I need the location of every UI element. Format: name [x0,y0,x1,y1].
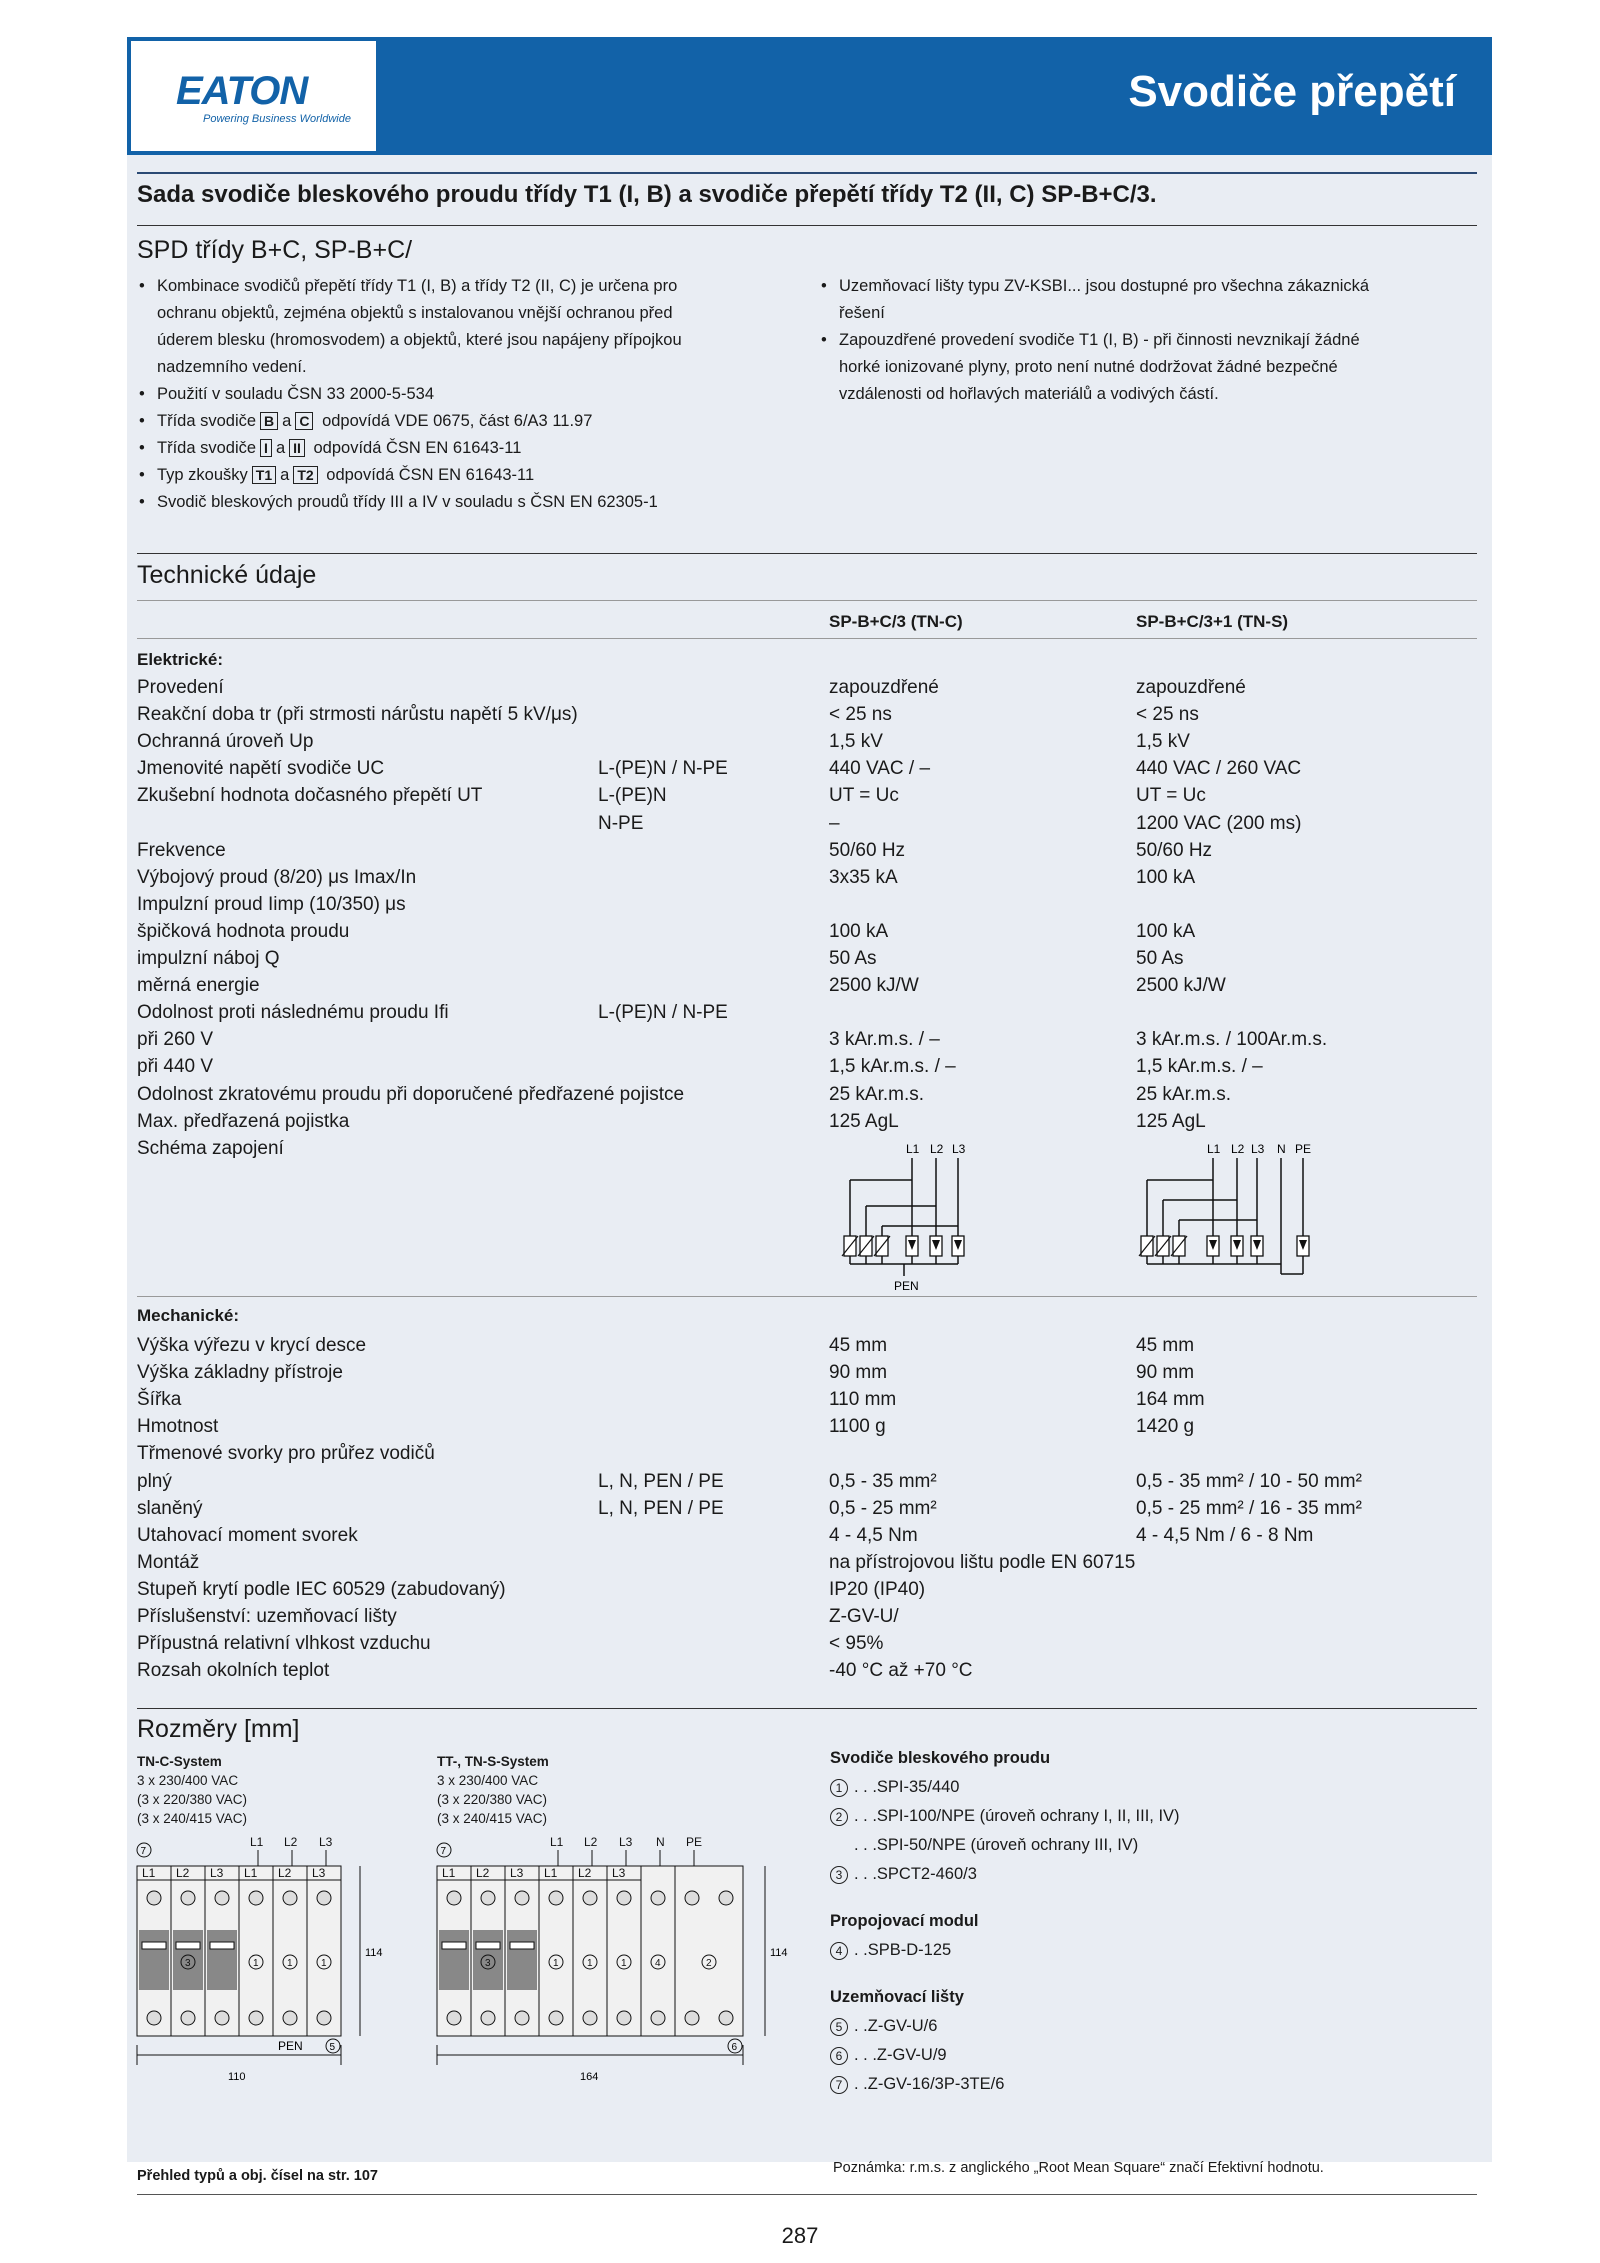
table-cell-label: Utahovací moment svorek [137,1524,358,1546]
table-cell-label: Výška základny přístroje [137,1362,343,1384]
table-cell-a: 110 mm [829,1389,897,1411]
table-cell-a: 125 AgL [829,1110,899,1132]
table-cell-label: Provedení [137,677,224,698]
table-cell-a: 2500 kJ/W [829,975,919,997]
table-cell-a: Z-GV-U/ [829,1606,899,1627]
table-cell-b: zapouzdřené [1136,677,1246,698]
table-cell-label: Odolnost proti následnému proudu Ifi [137,1002,449,1024]
top-label: L3 [510,1866,524,1880]
divider [137,600,1477,601]
table-cell-label: Přípustná relativní vlhkost vzduchu [137,1633,431,1655]
divider [137,638,1477,639]
height-dimension: 114 [365,1947,383,1959]
callout-1: 1 [321,1958,327,1969]
part-item: 2 . . .SPI-100/NPE (úroveň ochrany I, II, III, IV) [830,1802,1180,1831]
table-cell-a: 3 kAr.m.s. / – [829,1029,940,1051]
schema-label: L3 [952,1142,966,1156]
table-cell-cond: L-(PE)N [598,785,667,807]
table-cell-a: -40 °C až +70 °C [829,1660,973,1682]
table-cell-a: – [829,812,840,834]
part-item: 5 . .Z-GV-U/6 [830,2012,1180,2041]
table-cell-cond: L-(PE)N / N-PE [598,1002,728,1024]
bullet-continuation: ochranu objektů, zejména objektů s instalovanou vnější ochranou před [157,304,673,322]
table-cell-cond: L-(PE)N / N-PE [598,758,728,780]
table-cell-label: Max. předřazená pojistka [137,1110,350,1132]
table-cell-a: 50/60 Hz [829,839,906,861]
bullet-item: • Použití v souladu ČSN 33 2000-5-534 [137,381,797,408]
page-title: Svodiče přepětí [1128,67,1456,116]
system-b-caption: TT-, TN-S-System 3 x 230/400 VAC (3 x 220/380 VAC) (3 x 240/415 VAC) [437,1754,549,1826]
width-dimension: 164 [580,2071,599,2083]
wiring-schema-tn-c [820,1140,1000,1300]
schema-label: L1 [906,1142,920,1156]
top-label: L2 [176,1866,190,1880]
table-cell-a: 50 As [829,948,877,969]
top-label: L3 [312,1866,326,1880]
parts-heading-module: Propojovací modul [830,1912,979,1930]
bullet-continuation: vzdálenosti od hořlavých materiálů a vodivých částí. [839,385,1219,403]
table-cell-a: zapouzdřené [829,677,939,698]
top-label: L3 [612,1866,626,1880]
bullet-item: • Svodič bleskových proudů třídy III a IV v souladu s ČSN EN 62305-1 [137,489,797,516]
part-item: 3 . . .SPCT2-460/3 [830,1860,1180,1889]
logo-tagline: Powering Business Worldwide [203,113,351,125]
upper-label: L3 [319,1835,333,1849]
section-title-tech: Technické údaje [137,561,317,589]
table-cell-label: Zkušební hodnota dočasného přepětí UT [137,785,483,807]
callout-4: 4 [655,1958,661,1969]
label-pen: PEN [278,2039,303,2053]
system-a-caption: TN-C-System 3 x 230/400 VAC (3 x 220/380 VAC) (3 x 240/415 VAC) [137,1754,248,1826]
table-cell-label: špičková hodnota proudu [137,920,350,942]
schema-label: N [1277,1142,1286,1156]
table-cell-label: Výška výřezu v krycí desce [137,1335,367,1356]
table-cell-label: slaněný [137,1497,203,1519]
top-label: L2 [578,1866,592,1880]
table-cell-a: < 25 ns [829,704,892,726]
table-cell-cond: L, N, PEN / PE [598,1497,724,1519]
divider [137,1296,1477,1297]
column-header-b: SP-B+C/3+1 (TN-S) [1136,612,1289,631]
table-cell-a: 100 kA [829,920,889,942]
table-cell-label: Stupeň krytí podle IEC 60529 (zabudovaný) [137,1578,506,1600]
right-bullet-list [819,273,1479,408]
table-cell-b: 2500 kJ/W [1136,975,1226,997]
table-cell-a: < 95% [829,1633,884,1655]
table-cell-b: 1420 g [1136,1416,1195,1438]
upper-label: L2 [284,1835,298,1849]
section-title-spd: SPD třídy B+C, SP-B+C/ [137,236,413,264]
top-label: L1 [244,1866,258,1880]
section-title-dims: Rozměry [mm] [137,1715,300,1743]
table-cell-a: 3x35 kA [829,866,898,888]
bullet-continuation: nadzemního vedení. [157,358,307,376]
top-label: L1 [442,1866,456,1880]
divider [137,2194,1477,2195]
callout-1: 1 [621,1958,627,1969]
table-cell-label: Ochranná úroveň Up [137,731,314,753]
table-cell-label: impulzní náboj Q [137,948,280,969]
table-cell-a: 1100 g [829,1416,886,1438]
cross-reference: Přehled typů a obj. čísel na str. 107 [137,2168,378,2184]
dimension-drawing-tn-s [430,1830,810,2100]
table-cell-label: Impulzní proud Iimp (10/350) μs [137,893,406,915]
bullet-continuation: horké ionizované plyny, proto není nutné dodržovat žádné bezpečné [839,358,1338,376]
callout-7: 7 [440,1846,447,1857]
main-heading: Sada svodiče bleskového proudu třídy T1 (I, B) a svodiče přepětí třídy T2 (II, C) SP-B+C/3. [137,181,1157,208]
table-cell-label: Třmenové svorky pro průřez vodičů [137,1443,435,1465]
left-bullet-list [137,273,797,516]
bullet-item: • Uzemňovací lišty typu ZV-KSBI... jsou dostupné pro všechna zákaznická [819,273,1479,300]
bullet-continuation: úderem blesku (hromosvodem) a objektů, které jsou napájeny přípojkou [157,331,682,349]
parts-heading-earthing: Uzemňovací lišty [830,1988,964,2006]
bullet-item: • Třída svodiče B a C odpovídá VDE 0675, část 6/A3 11.97 [137,408,797,435]
parts-heading-lightning: Svodiče bleskového proudu [830,1749,1051,1767]
table-cell-b: 25 kAr.m.s. [1136,1083,1232,1105]
upper-label: L1 [550,1835,564,1849]
table-cell-b: 440 VAC / 260 VAC [1136,758,1302,780]
divider [137,172,1477,174]
callout-1: 1 [287,1958,293,1969]
table-cell-label: Montáž [137,1551,200,1573]
schema-label-pen: PEN [894,1279,919,1293]
table-cell-label: Šířka [137,1389,182,1411]
upper-label: L1 [250,1835,264,1849]
logo [131,41,376,151]
callout-1: 1 [553,1958,559,1969]
column-header-a: SP-B+C/3 (TN-C) [829,612,963,631]
table-cell-a: 440 VAC / – [829,758,931,780]
callout-5: 5 [329,2042,336,2053]
table-cell-b: 164 mm [1136,1389,1205,1411]
callout-6: 6 [731,2042,738,2053]
footnote: Poznámka: r.m.s. z anglického „Root Mean Square“ značí Efektivní hodnotu. [833,2160,1324,2176]
height-dimension: 114 [770,1947,788,1959]
upper-label: L3 [619,1835,633,1849]
table-cell-label: Příslušenství: uzemňovací lišty [137,1606,397,1627]
parts-list [830,1744,1180,2099]
upper-label: L2 [584,1835,598,1849]
bullet-item: • Zapouzdřené provedení svodiče T1 (I, B) - při činnosti nevznikají žádné [819,327,1479,354]
schema-label: L2 [930,1142,944,1156]
logo-text: EATON [176,69,308,113]
top-label: L2 [476,1866,490,1880]
table-cell-b: UT = Uc [1136,785,1206,807]
table-cell-a: 45 mm [829,1335,888,1356]
callout-1: 1 [587,1958,593,1969]
table-cell-label: Reakční doba tr (při strmosti nárůstu napětí 5 kV/μs) [137,704,578,726]
table-cell-b: 125 AgL [1136,1110,1206,1132]
table-cell-cond: L, N, PEN / PE [598,1470,724,1492]
page-number: 287 [781,2223,819,2248]
callout-3: 3 [485,1958,491,1969]
table-cell-label: Frekvence [137,839,226,861]
table-cell-b: 100 kA [1136,920,1196,942]
part-item: 7 . .Z-GV-16/3P-3TE/6 [830,2070,1180,2099]
table-cell-b: 4 - 4,5 Nm / 6 - 8 Nm [1136,1524,1314,1546]
schema-label: L1 [1207,1142,1221,1156]
table-cell-cond: N-PE [598,812,644,834]
part-item: 1 . . .SPI-35/440 [830,1773,1180,1802]
width-dimension: 110 [228,2071,246,2083]
divider [137,553,1477,554]
callout-7: 7 [140,1846,147,1857]
table-cell-a: 90 mm [829,1362,888,1384]
top-label: L3 [210,1866,224,1880]
mechanical-heading: Mechanické: [137,1306,240,1325]
part-item: 6 . . .Z-GV-U/9 [830,2041,1180,2070]
table-cell-b: 3 kAr.m.s. / 100Ar.m.s. [1136,1029,1328,1051]
table-cell-a: na přístrojovou lištu podle EN 60715 [829,1551,1136,1573]
part-item: 4 . .SPB-D-125 [830,1936,1180,1965]
upper-label: N [656,1835,665,1849]
table-cell-label: Výbojový proud (8/20) μs Imax/In [137,866,417,888]
bullet-item: • Typ zkoušky T1 a T2 odpovídá ČSN EN 61643-11 [137,462,797,489]
table-cell-b: 45 mm [1136,1335,1195,1356]
schema-label: L2 [1231,1142,1245,1156]
table-cell-a: 4 - 4,5 Nm [829,1524,918,1546]
table-cell-label: Hmotnost [137,1416,219,1438]
callout-1: 1 [253,1958,259,1969]
electrical-heading: Elektrické: [137,650,223,669]
schema-label: L3 [1251,1142,1265,1156]
part-item: . . .SPI-50/NPE (úroveň ochrany III, IV) [854,1836,1139,1854]
table-cell-b: 50/60 Hz [1136,839,1213,861]
table-cell-a: 0,5 - 25 mm² [829,1497,937,1519]
top-label: L1 [142,1866,156,1880]
schema-label: PE [1295,1142,1312,1156]
wiring-schema-tn-s [1125,1140,1345,1300]
bullet-continuation: řešení [839,304,885,322]
top-label: L1 [544,1866,558,1880]
table-cell-label: Jmenovité napětí svodiče UC [137,758,385,780]
table-cell-label: Odolnost zkratovému proudu při doporučené předřazené pojistce [137,1083,685,1105]
table-cell-b: 100 kA [1136,866,1196,888]
table-cell-b: < 25 ns [1136,704,1199,726]
top-label: L2 [278,1866,292,1880]
table-cell-b: 1,5 kV [1136,731,1190,753]
upper-label: PE [686,1835,703,1849]
table-cell-a: 1,5 kV [829,731,883,753]
table-cell-b: 1,5 kAr.m.s. / – [1136,1056,1263,1078]
table-cell-a: 0,5 - 35 mm² [829,1470,937,1492]
table-cell-a: 1,5 kAr.m.s. / – [829,1056,956,1078]
bullet-item: • Třída svodiče I a II odpovídá ČSN EN 61643-11 [137,435,797,462]
table-cell-b: 0,5 - 35 mm² / 10 - 50 mm² [1136,1470,1362,1492]
divider [137,225,1477,226]
table-cell-label: při 440 V [137,1056,214,1078]
table-cell-b: 1200 VAC (200 ms) [1136,812,1302,834]
dimension-drawing-tn-c [130,1830,400,2100]
table-cell-a: IP20 (IP40) [829,1578,926,1600]
table-cell-label: při 260 V [137,1029,214,1051]
bullet-item: • Kombinace svodičů přepětí třídy T1 (I, B) a třídy T2 (II, C) je určena pro [137,273,797,300]
table-cell-b: 0,5 - 25 mm² / 16 - 35 mm² [1136,1497,1362,1519]
table-cell-label: Rozsah okolních teplot [137,1660,330,1682]
table-cell-label: měrná energie [137,975,260,997]
table-cell-a: UT = Uc [829,785,899,807]
divider [137,1708,1477,1709]
table-cell-label: Schéma zapojení [137,1137,284,1159]
callout-3: 3 [185,1958,191,1969]
table-cell-b: 90 mm [1136,1362,1195,1384]
table-cell-label: plný [137,1470,172,1492]
table-cell-b: 50 As [1136,948,1184,969]
callout-2: 2 [706,1958,712,1969]
table-cell-a: 25 kAr.m.s. [829,1083,925,1105]
